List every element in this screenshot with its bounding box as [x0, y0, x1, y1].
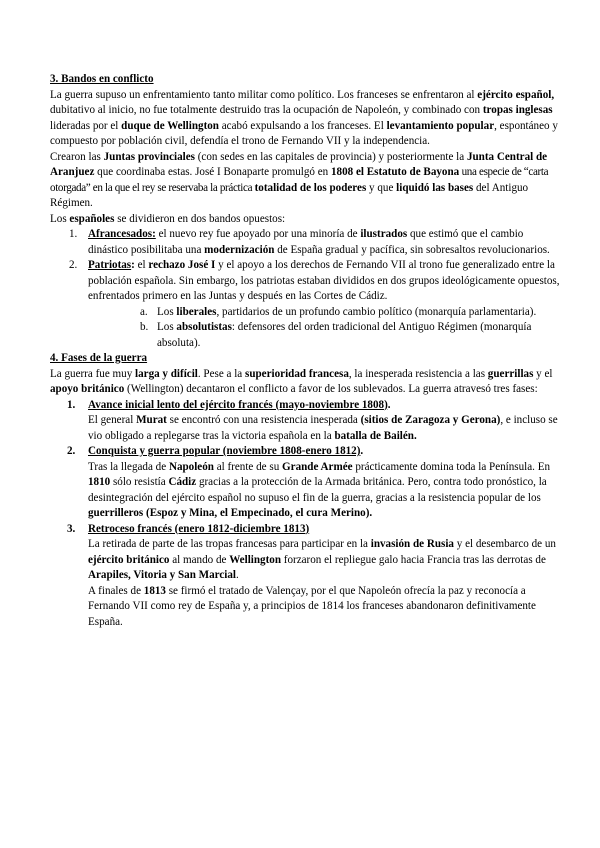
text-run: , partidarios de un profundo cambio político (monarquía parlamentaria). — [216, 305, 537, 318]
text-run: : defensores del orden tradicional del Antiguo Régimen (monarquía absoluta). — [157, 321, 532, 349]
text-run: tropas inglesas — [482, 104, 553, 116]
section-3-paragraph-2 — [50, 150, 560, 212]
list-number: 2. — [69, 259, 78, 271]
text-run: el nuevo rey fue apoyado por una minoría de — [155, 228, 361, 240]
text-run: levantamiento popular — [386, 119, 495, 132]
phase-number: 2. — [67, 445, 76, 457]
sublist-item-text — [157, 305, 560, 321]
text-run: y el — [533, 367, 553, 380]
patriots-sublist — [50, 305, 560, 352]
text-run: Junta Central de Aranjuez — [50, 150, 548, 178]
text-run: totalidad de los poderes — [254, 181, 367, 194]
list-item-text — [88, 227, 560, 258]
phase-text — [88, 537, 560, 584]
text-run: , la inesperada resistencia a las — [348, 367, 488, 380]
text-run: y el apoyo a los derechos de Fernando VII al trono fue generalizado entre la población española. Sin embargo, los patriotas estaban divididos en dos grupos ideológicamente opuestos, enfrentados primero en las Juntas y después en las Cortes de Cádiz. — [88, 259, 560, 302]
text-run: prácticamente domina toda la Península. En — [352, 460, 551, 473]
text-run: modernización — [204, 243, 275, 256]
factions-list — [50, 227, 560, 305]
text-run: liquidó las bases — [396, 181, 474, 194]
phase-1 — [50, 398, 560, 445]
phase-text-2 — [88, 584, 560, 631]
phase-title-end: . — [387, 398, 391, 411]
text-run: forzaron el repliegue galo hacia Francia tras las derrotas de — [280, 553, 546, 566]
list-item-afrancesados — [50, 227, 560, 258]
text-run: La guerra supuso un enfrentamiento tanto militar como político. Los franceses se enfrentaron al — [50, 88, 478, 101]
text-run: Napoleón — [168, 460, 214, 473]
text-run: españoles — [69, 212, 115, 225]
text-run: una especie de “carta otorgada” en la que el rey se reservaba la práctica — [50, 166, 549, 194]
section-3-title: 3. Bandos en conflicto — [50, 73, 154, 85]
text-run: , espontáneo y compuesto por población civil, defendía el trono de Fernando VII y la independencia. — [50, 119, 558, 147]
text-run: el — [137, 259, 149, 271]
phase-title: Conquista y guerra popular (noviembre 1808-enero 1812) — [88, 445, 361, 457]
phase-title-line — [88, 398, 560, 414]
phase-text — [88, 460, 560, 522]
phase-title-end: . — [360, 445, 364, 457]
list-item-text — [88, 258, 560, 305]
sublist-item-text — [157, 320, 560, 351]
text-run: Juntas provinciales — [103, 150, 195, 163]
text-run: duque de Wellington — [121, 119, 219, 132]
text-run: Los — [157, 321, 177, 333]
section-3-paragraph-1 — [50, 88, 560, 150]
list-number: 1. — [69, 228, 78, 240]
text-run: 1813 — [143, 584, 166, 597]
text-run: al mando de — [169, 553, 230, 566]
text-run: (con sedes en las capitales de provincia) y posteriormente la — [194, 150, 467, 163]
phase-title: Avance inicial lento del ejército francés (mayo-noviembre 1808) — [88, 398, 388, 411]
text-run: lideradas por el — [50, 119, 122, 132]
text-run: . — [236, 569, 239, 581]
phase-title: Retroceso francés (enero 1812-diciembre 1813) — [88, 522, 310, 535]
list-item-patriotas — [50, 258, 560, 305]
text-run: sólo resistía — [110, 476, 169, 488]
text-run: Wellington — [229, 553, 281, 566]
text-run: . Pese a la — [197, 367, 246, 380]
text-run: superioridad francesa — [245, 367, 349, 380]
text-run: El general — [88, 414, 137, 426]
text-run: (Wellington) decantaron el conflicto a favor de los sublevados. La guerra atravesó tres fases: — [124, 383, 538, 395]
text-run: (sitios de Zaragoza y Gerona) — [360, 414, 501, 426]
phase-title-line — [88, 522, 560, 538]
text-run: 1810 — [88, 476, 111, 488]
text-run: larga y difícil — [135, 367, 198, 380]
text-run: batalla de Bailén. — [334, 429, 417, 442]
text-run: Patriotas — [88, 259, 132, 271]
text-run: dubitativo al inicio, no fue totalmente destruido tras la ocupación de Napoleón, y combinado con — [50, 104, 483, 116]
phase-2 — [50, 444, 560, 522]
text-run: se dividieron en dos bandos opuestos: — [114, 212, 286, 225]
text-run: gracias a la protección de la Armada británica. Pero, contra todo pronóstico, la desintegración del ejército español no supuso el fin de la guerra, gracias a la resistencia popular de los — [88, 476, 547, 504]
text-run: guerrillas — [487, 367, 534, 380]
section-4-title: 4. Fases de la guerra — [50, 352, 148, 364]
sublist-item-liberales — [50, 305, 560, 321]
text-run: , e incluso se vio obligado a replegarse tras la victoria española en la — [88, 414, 558, 442]
document-page — [50, 72, 560, 630]
text-run: rechazo José I — [148, 259, 216, 271]
text-run: Los — [50, 212, 70, 225]
text-run: apoyo británico — [50, 383, 125, 395]
text-run: ilustrados — [360, 228, 408, 240]
text-run: del Antiguo Régimen. — [50, 181, 529, 209]
text-run: ejército español, — [477, 88, 555, 101]
sublist-letter: a. — [140, 305, 148, 318]
text-run: Cádiz — [168, 476, 197, 488]
text-run: guerrilleros (Espoz y Mina, el Empecinado, el cura Merino). — [88, 507, 373, 519]
text-run: La retirada de parte de las tropas francesas para participar en la — [88, 538, 371, 550]
text-run: que estimó que el cambio dinástico posibilitaba una — [88, 228, 524, 256]
sublist-item-absolutistas — [50, 320, 560, 351]
phases-list — [50, 398, 560, 631]
text-run: Crearon las — [50, 150, 104, 163]
text-run: que coordinaba estas. José I Bonaparte promulgó en — [94, 166, 331, 178]
text-run: al frente de su — [213, 460, 283, 473]
text-run: A finales de — [88, 584, 144, 597]
phase-number: 1. — [67, 398, 76, 411]
text-run: se firmó el tratado de Valençay, por el que Napoleón ofrecía la paz y reconocía a Fernando VII como rey de España y, a principios de 1814 los franceses abandonaron definitivamente España. — [88, 584, 536, 628]
text-run: y que — [366, 181, 397, 194]
text-run: invasión de Rusia — [370, 538, 454, 550]
phase-3 — [50, 522, 560, 631]
text-run: liberales — [176, 305, 217, 318]
text-run: Grande Armée — [282, 460, 353, 473]
text-run: Tras la llegada de — [88, 460, 169, 473]
text-run: ejército británico — [88, 553, 170, 566]
text-run: y el desembarco de un — [453, 538, 556, 550]
text-run: absolutistas — [176, 321, 232, 333]
text-run: : — [131, 259, 138, 271]
section-4-paragraph-1 — [50, 367, 560, 398]
phase-text — [88, 413, 560, 444]
text-run: acabó expulsando a los franceses. El — [218, 119, 387, 132]
text-run: 1808 el Estatuto de Bayona — [330, 166, 460, 178]
text-run: La guerra fue muy — [50, 367, 136, 380]
phase-title-line — [88, 444, 560, 460]
text-run: Afrancesados: — [88, 228, 156, 240]
phase-number: 3. — [67, 522, 76, 535]
text-run: Murat — [136, 414, 167, 426]
text-run: se encontró con una resistencia inesperada — [166, 414, 361, 426]
text-run: de España gradual y pacífica, sin sobresaltos revolucionarios. — [274, 243, 550, 256]
sublist-letter: b. — [140, 321, 149, 333]
text-run: Arapiles, Vitoria y San Marcial — [88, 569, 237, 581]
text-run: Los — [157, 305, 177, 318]
section-3-paragraph-3 — [50, 212, 560, 228]
